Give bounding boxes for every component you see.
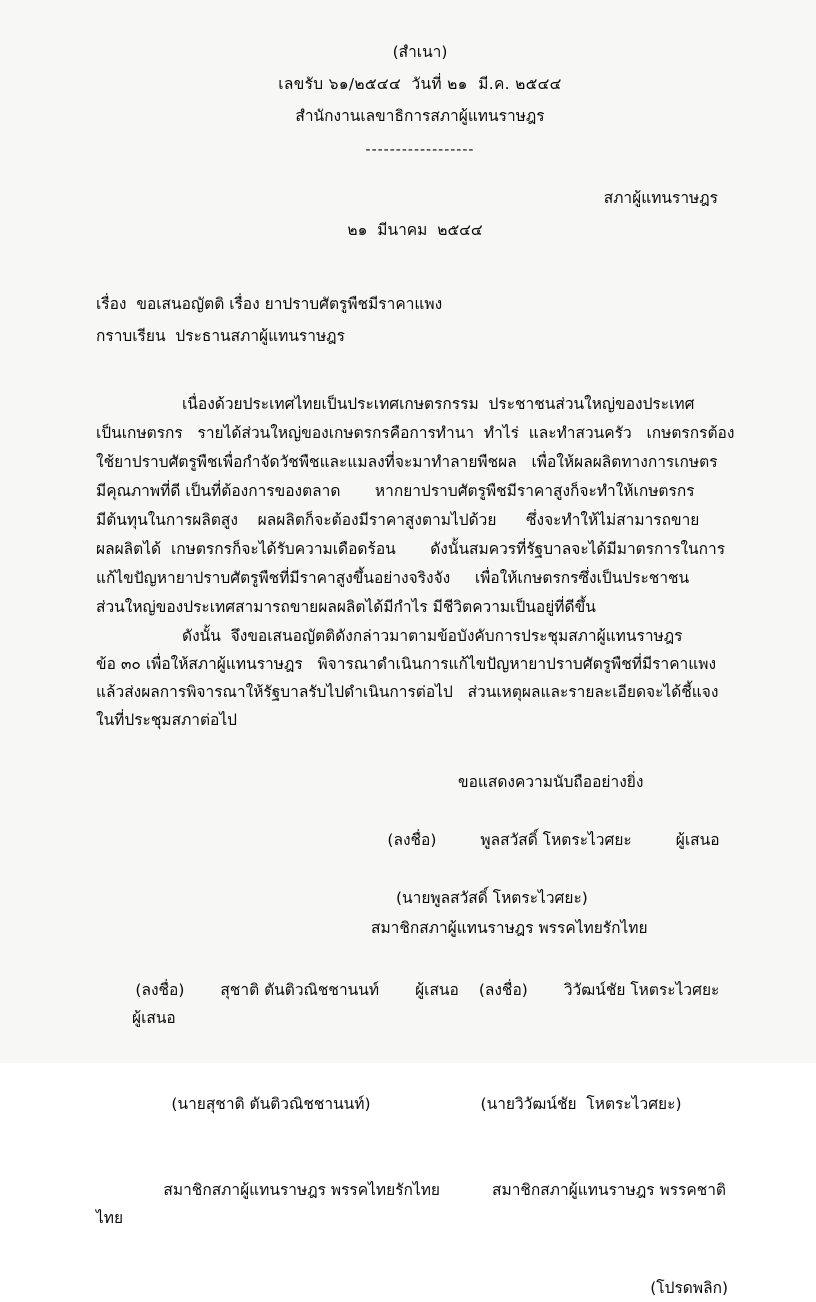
body-line: ส่วนใหญ่ของประเทศสามารถขายผลผลิตได้มีกำไร มีชีวิตความเป็นอยู่ที่ดีขึ้น (96, 598, 596, 616)
body-line: มีคุณภาพที่ดี เป็นที่ต้องการของตลาด หากยาปราบศัตรูพืชมีราคาสูงก็จะทำให้เกษตรกร (96, 482, 695, 500)
signed-label: (ลงชื่อ) (478, 981, 528, 999)
signature-fullname-row (96, 1062, 744, 1146)
signature-role: ผู้เสนอ (132, 1009, 176, 1027)
footer-note: (โปรดพลิก) (650, 1279, 728, 1297)
registration-number: เลขรับ ๖๑/๒๕๔๔ วันที่ ๒๑ มี.ค. ๒๕๔๔ (278, 75, 562, 93)
signature-party-row (96, 1148, 744, 1260)
body-paragraph-1 (96, 390, 744, 622)
signature-party-3: สมาชิกสภาผู้แทนราษฎร พรรคชาติไทย (96, 1181, 726, 1227)
signature-role: ผู้เสนอ (415, 981, 459, 999)
body-line (96, 622, 744, 650)
subject-block (96, 290, 744, 350)
signature-party-2: สมาชิกสภาผู้แทนราษฎร พรรคไทยรักไทย (163, 1181, 441, 1199)
signature-row-1 (348, 798, 744, 882)
document-header (96, 38, 744, 244)
assembly-name: สภาผู้แทนราษฎร (603, 189, 718, 207)
body-line-text: เนื่องด้วยประเทศไทยเป็นประเทศเกษตรกรรม ประชาชนส่วนใหญ่ของประเทศ (182, 395, 695, 413)
signature-name: วิวัฒน์ชัย โหตระไวศยะ (563, 981, 720, 999)
body-line: มีต้นทุนในการผลิตสูง ผลผลิตก็จะต้องมีราคาสูงตามไปด้วย ซึ่งจะทำให้ไม่สามารถขาย (96, 511, 700, 529)
signature-fullname-3: (นายวิวัฒน์ชัย โหตระไวศยะ) (480, 1095, 682, 1113)
body-line: แก้ไขปัญหายาปราบศัตรูพืชที่มีราคาสูงขึ้นอย่างจริงจัง เพื่อให้เกษตรกรซึ่งเป็นประชาชน (96, 569, 690, 587)
salutation-line: กราบเรียน ประธานสภาผู้แทนราษฎร (96, 327, 345, 345)
body-paragraph-2 (96, 622, 744, 734)
body-line: ใช้ยาปราบศัตรูพืชเพื่อกำจัดวัชพืชและแมลงที่จะมาทำลายพืชผล เพื่อให้ผลผลิตทางการเกษตร (96, 453, 718, 471)
body-line: ข้อ ๓๐ เพื่อให้สภาผู้แทนราษฎร พิจารณาดำเนินการแก้ไขปัญหายาปราบศัตรูพืชที่มีราคาแพง (96, 655, 717, 673)
document-body (96, 34, 744, 1302)
header-divider: ------------------ (365, 142, 475, 158)
signature-name: พูลสวัสดิ์ โหตระไวศยะ (480, 831, 632, 849)
body-line: ในที่ประชุมสภาต่อไป (96, 711, 237, 729)
signature-name: สุชาติ ตันติวณิชชานนท์ (220, 981, 380, 999)
document-date: ๒๑ มีนาคม ๒๕๔๔ (347, 221, 483, 239)
signed-label: (ลงชื่อ) (387, 831, 437, 849)
office-name: สำนักงานเลขาธิการสภาผู้แทนราษฎร (295, 107, 545, 125)
copy-mark: (สำเนา) (392, 43, 448, 61)
closing-line: ขอแสดงความนับถืออย่างยิ่ง (458, 773, 644, 791)
body-line: ผลผลิตได้ เกษตรกรก็จะได้รับความเดือดร้อน ดังนั้นสมควรที่รัฐบาลจะได้มีมาตรการในการ (96, 540, 726, 558)
signature-row-2 (96, 948, 744, 1060)
body-line: แล้วส่งผลการพิจารณาให้รัฐบาลรับไปดำเนินการต่อไป ส่วนเหตุผลและรายละเอียดจะได้ชี้แจง (96, 683, 719, 701)
body-line-text: ดังนั้น จึงขอเสนอญัตติดังกล่าวมาตามข้อบังคับการประชุมสภาผู้แทนราษฎร (182, 627, 683, 645)
signature-block (96, 768, 744, 1302)
signature-role: ผู้เสนอ (675, 831, 720, 849)
body-line (96, 390, 744, 419)
body-line: เป็นเกษตรกร รายได้ส่วนใหญ่ของเกษตรกรคือการทำนา ทำไร่ และทำสวนครัว เกษตรกรต้อง (96, 424, 735, 442)
signature-fullname-1: (นายพูลสวัสดิ์ โหตระไวศยะ) (396, 889, 588, 907)
subject-line: เรื่อง ขอเสนอญัตติ เรื่อง ยาปราบศัตรูพืชมีราคาแพง (96, 295, 443, 313)
signature-fullname-2: (นายสุชาติ ตันติวณิชชานนท์) (171, 1095, 371, 1113)
signature-party-1: สมาชิกสภาผู้แทนราษฎร พรรคไทยรักไทย (371, 919, 648, 937)
signed-label: (ลงชื่อ) (135, 981, 185, 999)
